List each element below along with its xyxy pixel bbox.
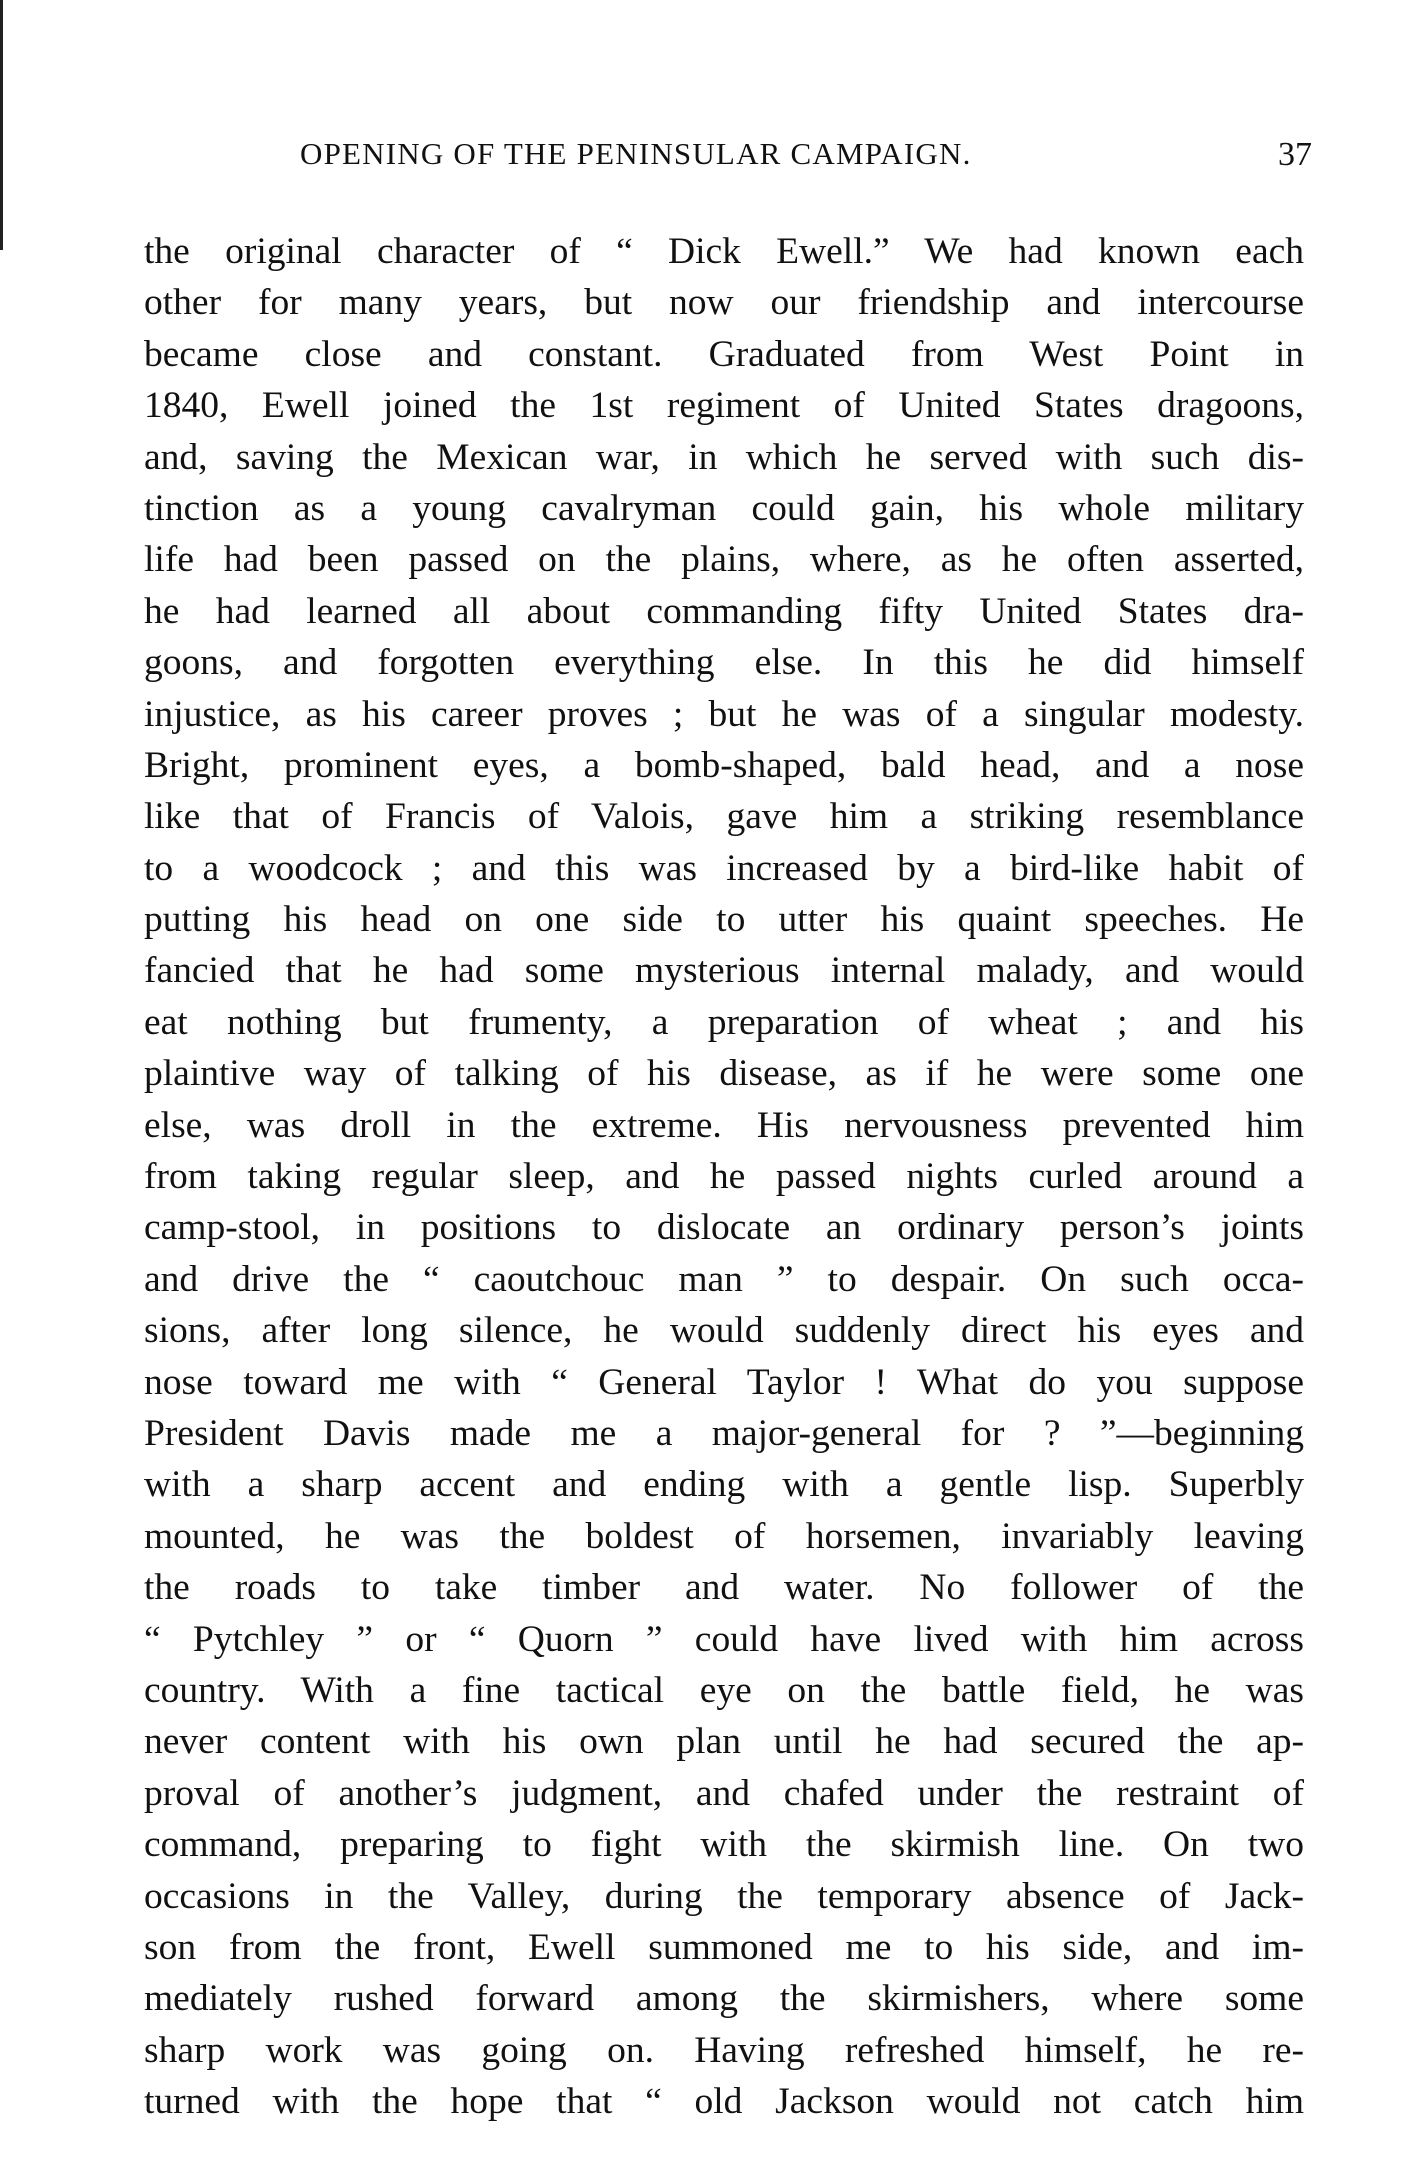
text-line: and drive the “ caoutchouc man ” to despair. On such occa- xyxy=(144,1258,1304,1300)
text-line: life had been passed on the plains, where, as he often asserted, xyxy=(144,539,1304,581)
text-line: sions, after long silence, he would suddenly direct his eyes and xyxy=(144,1310,1304,1352)
text-line: else, was droll in the extreme. His nervousness prevented him xyxy=(144,1104,1304,1146)
text-line: the original character of “ Dick Ewell.” We had known each xyxy=(144,231,1304,272)
text-line: became close and constant. Graduated from West Point in xyxy=(144,333,1304,375)
text-line: putting his head on one side to utter his quaint speeches. He xyxy=(144,899,1304,941)
text-line: with a sharp accent and ending with a gentle lisp. Superbly xyxy=(144,1464,1304,1506)
text-line: like that of Francis of Valois, gave him a striking resemblance xyxy=(144,796,1304,838)
page-header xyxy=(300,136,1312,186)
text-line: mounted, he was the boldest of horsemen, invariably leaving xyxy=(144,1515,1304,1557)
text-line: the roads to take timber and water. No follower of the xyxy=(144,1567,1304,1609)
text-line: 1840, Ewell joined the 1st regiment of United States dragoons, xyxy=(144,385,1304,427)
text-line: camp-stool, in positions to dislocate an ordinary person’s joints xyxy=(144,1207,1304,1249)
text-line: turned with the hope that “ old Jackson would not catch him xyxy=(144,2081,1304,2123)
text-line: son from the front, Ewell summoned me to his side, and im- xyxy=(144,1926,1304,1968)
text-line: fancied that he had some mysterious internal malady, and would xyxy=(144,950,1304,992)
text-line: tinction as a young cavalryman could gain, his whole military xyxy=(144,487,1304,529)
text-line: plaintive way of talking of his disease, as if he were some one xyxy=(144,1053,1304,1095)
text-line: he had learned all about commanding fifty United States dra- xyxy=(144,590,1304,632)
text-line: injustice, as his career proves ; but he was of a singular modesty. xyxy=(144,693,1304,735)
text-line: nose toward me with “ General Taylor ! What do you suppose xyxy=(144,1361,1304,1403)
text-line: President Davis made me a major-general for ? ”—beginning xyxy=(144,1412,1304,1454)
text-line: Bright, prominent eyes, a bomb-shaped, bald head, and a nose xyxy=(144,744,1304,786)
text-line: command, preparing to fight with the skirmish line. On two xyxy=(144,1824,1304,1866)
text-line: other for many years, but now our friendship and intercourse xyxy=(144,282,1304,324)
text-line: sharp work was going on. Having refreshed himself, he re- xyxy=(144,2029,1304,2071)
text-line: occasions in the Valley, during the temporary absence of Jack- xyxy=(144,1875,1304,1917)
text-line: country. With a fine tactical eye on the battle field, he was xyxy=(144,1669,1304,1711)
text-line: and, saving the Mexican war, in which he served with such dis- xyxy=(144,436,1304,478)
text-line: “ Pytchley ” or “ Quorn ” could have lived with him across xyxy=(144,1618,1304,1660)
text-line: to a woodcock ; and this was increased by a bird-like habit of xyxy=(144,847,1304,889)
page-edge-rule xyxy=(0,0,3,250)
text-line: proval of another’s judgment, and chafed under the restraint of xyxy=(144,1772,1304,1814)
text-line: eat nothing but frumenty, a preparation of wheat ; and his xyxy=(144,1001,1304,1043)
text-line: goons, and forgotten everything else. In this he did himself xyxy=(144,642,1304,684)
running-head: OPENING OF THE PENINSULAR CAMPAIGN. xyxy=(300,136,972,171)
text-line: from taking regular sleep, and he passed nights curled around a xyxy=(144,1156,1304,1198)
body-text xyxy=(144,226,1304,2127)
text-line: never content with his own plan until he had secured the ap- xyxy=(144,1721,1304,1763)
page-number: 37 xyxy=(1278,136,1312,173)
text-line: mediately rushed forward among the skirmishers, where some xyxy=(144,1978,1304,2020)
